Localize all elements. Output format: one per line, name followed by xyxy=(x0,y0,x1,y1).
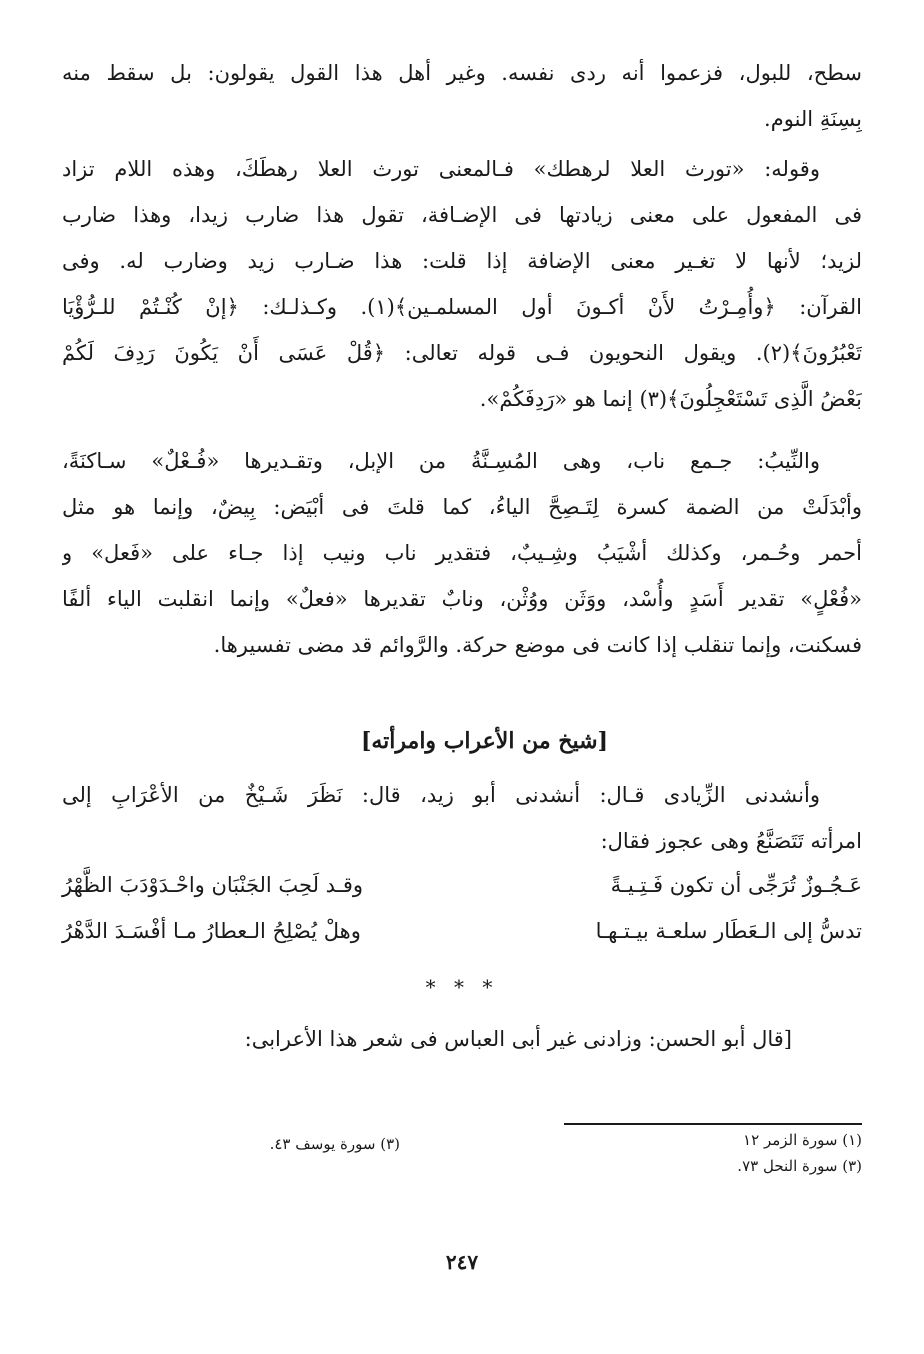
text-line: بِسِنَةِ النوم. xyxy=(764,107,862,131)
text-line: سطح، للبول، فزعموا أنه ردى نفسه. وغير أهل هذا القول يقولون: بل سقط منه xyxy=(62,61,862,85)
text-line: «فُعْلٍ» تقدير أَسَدٍ وأُسْد، ووَثَن ووُثْن، ونابٌ تقديرها «فعلٌ» وإنما انقلبت الياء ألفًا xyxy=(62,587,862,611)
poem-verse xyxy=(62,862,862,908)
verse-second-hemistich: وقـد لَحِبَ الجَنْبَان واحْـدَوْدَبَ الظَّهْرُ xyxy=(62,873,364,897)
paragraph-4 xyxy=(62,772,862,864)
paragraph-2 xyxy=(62,146,862,422)
verse-first-hemistich: تدسُّ إلى الـعَطَار سلعـة بيـتـهـا xyxy=(595,919,862,943)
text-line: القرآن: ﴿وأُمِـرْتُ لأَنْ أكـونَ أول المسلمـين﴾(١). وكـذلـك: ﴿إنْ كُنْـتُمْ للـرُّؤْيَا xyxy=(62,295,862,319)
text-line: وأنشدنى الزِّيادى قـال: أنشدنى أبو زيد، قال: نَظَرَ شَـيْخٌ من الأعْرَابِ إلى xyxy=(62,783,820,807)
paragraph-3 xyxy=(62,438,862,668)
text-line: لزيد؛ لأنها لا تغـير معنى الإضافة إذا قلت: هذا ضـارب زيد وضارب له. وفى xyxy=(62,249,862,273)
text-line: بَعْضُ الَّذِى تَسْتَعْجِلُونَ﴾(٣) إنما هو «رَدِفَكُمْ». xyxy=(479,387,862,411)
section-separator: * * * xyxy=(425,975,499,999)
footnote: (٣) سورة النحل ٧٣. xyxy=(737,1157,862,1175)
paragraph-1 xyxy=(62,50,862,142)
footnote: (١) سورة الزمر ١٢ xyxy=(743,1131,862,1149)
poem-verse xyxy=(62,908,862,954)
text-line: امرأته تَتَصَنَّعُ وهى عجوز فقال: xyxy=(600,829,862,853)
page-number: ٢٤٧ xyxy=(445,1250,479,1274)
text-line: وقوله: «تورث العلا لرهطك» فـالمعنى تورث العلا رهطَكَ، وهذه اللام تزاد xyxy=(62,157,820,181)
text-line: أحمر وحُـمر، وكذلك أشْيَبُ وشِـيبٌ، فتقدير ناب ونيب إذا جـاء على «فَعل» و xyxy=(62,541,862,565)
footnote-divider xyxy=(564,1123,862,1125)
footnote: (٣) سورة يوسف ٤٣. xyxy=(269,1135,400,1153)
verse-first-hemistich: عَـجُـوزٌ تُرَجِّى أن تكون فَـتِـيـةً xyxy=(610,873,862,897)
verse-second-hemistich: وهلْ يُصْلِحُ الـعطارُ مـا أفْسَـدَ الدَّهْرُ xyxy=(62,919,361,943)
closing-line: [قال أبو الحسن: وزادنى غير أبى العباس فى شعر هذا الأعرابى: xyxy=(244,1027,792,1051)
text-line: فى المفعول على معنى زيادتها فى الإضـافة، تقول هذا ضارب زيدا، وهذا ضارب xyxy=(62,203,862,227)
text-line: والنِّيبُ: جـمع ناب، وهى المُسِـنَّةُ من الإبل، وتقـديرها «فُـعْلٌ» سـاكنَةً، xyxy=(62,449,820,473)
text-line: فسكنت، وإنما تنقلب إذا كانت فى موضع حركة. والرَّوائم قد مضى تفسيرها. xyxy=(213,633,862,657)
section-heading: [شيخ من الأعراب وامرأته] xyxy=(360,728,608,754)
text-line: وأبْدَلَتْ من الضمة كسرة لِتَـصِحَّ الياءُ، كما قلتَ فى أبْيَض: بِيضٌ، وإنما هو مثل xyxy=(62,495,862,519)
text-line: تَعْبُرُونَ﴾(٢). ويقول النحويون فـى قوله تعالى: ﴿قُلْ عَسَى أَنْ يَكُونَ رَدِفَ لَكُمْ xyxy=(62,341,862,365)
